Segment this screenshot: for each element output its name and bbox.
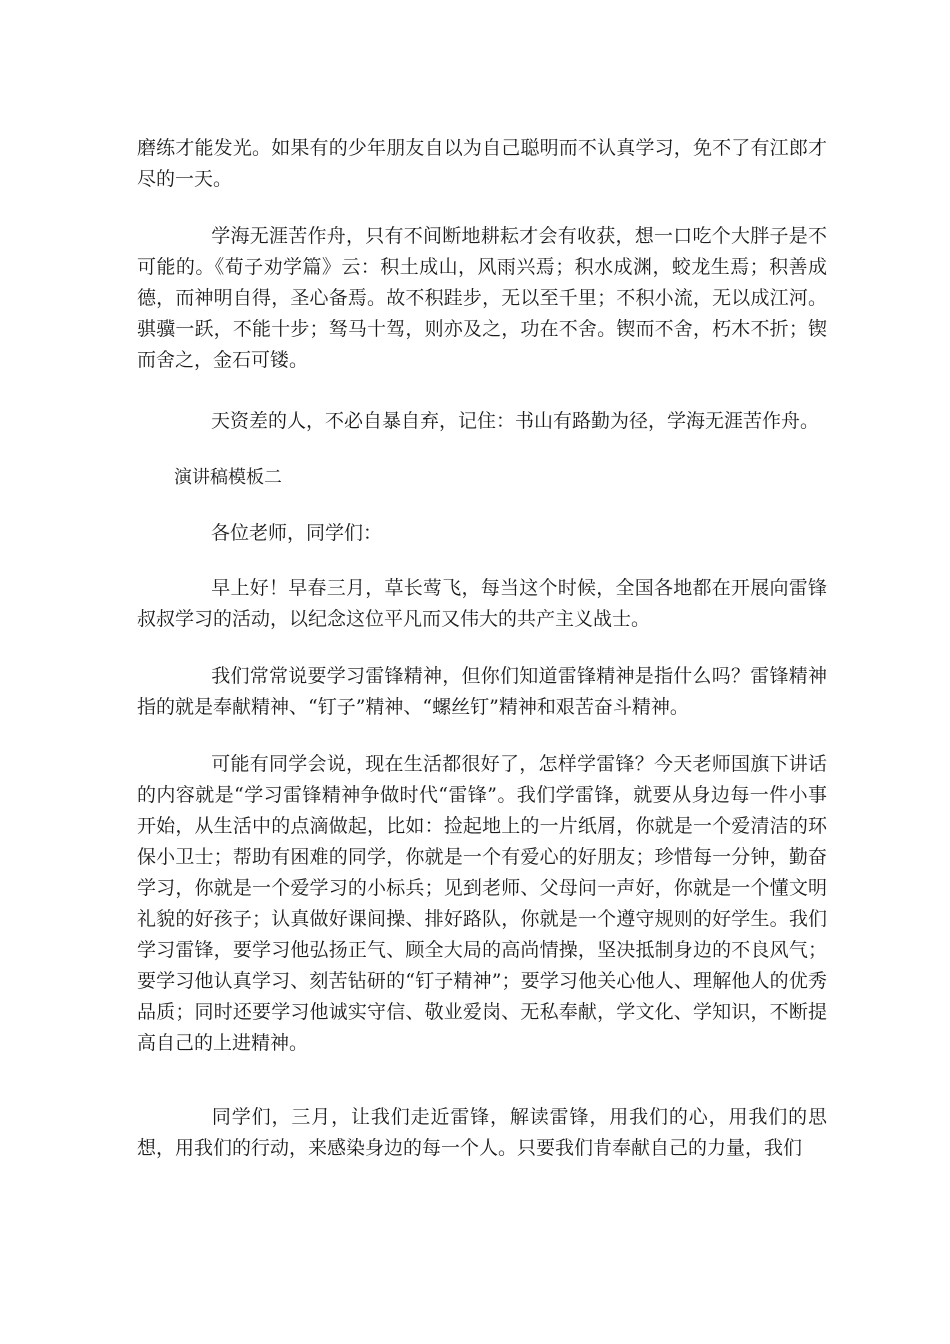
paragraph-5: 我们常常说要学习雷锋精神，但你们知道雷锋精神是指什么吗？雷锋精神指的就是奉献精神、“钉子”精神、“螺丝钉”精神和艰苦奋斗精神。 xyxy=(137,665,827,718)
paragraph-3: 天资差的人，不必自暴自弃，记住：书山有路勤为径，学海无涯苦作舟。 xyxy=(211,410,820,432)
paragraph-7: 同学们，三月，让我们走近雷锋，解读雷锋，用我们的心，用我们的思想，用我们的行动，来感染身边的每一个人。只要我们肯奉献自己的力量，我们 xyxy=(137,1106,827,1159)
section-heading: 演讲稿模板二 xyxy=(174,467,282,488)
paragraph-greeting: 各位老师，同学们： xyxy=(211,522,383,544)
paragraph-1: 磨练才能发光。如果有的少年朋友自以为自己聪明而不认真学习，免不了有江郎才尽的一天。 xyxy=(137,137,827,190)
paragraph-2: 学海无涯苦作舟，只有不间断地耕耘才会有收获，想一口吃个大胖子是不可能的。《荀子劝学篇》云：积土成山，风雨兴焉；积水成渊，蛟龙生焉；积善成德，而神明自得，圣心备焉。故不积跬步，无以至千里；不积小流，无以成江河。骐骥一跃，不能十步；驽马十驾，则亦及之，功在不舍。锲而不舍，朽木不折；锲而舍之，金石可镂。 xyxy=(137,225,827,371)
paragraph-6: 可能有同学会说，现在生活都很好了，怎样学雷锋？今天老师国旗下讲话的内容就是“学习雷锋精神争做时代“雷锋”。我们学雷锋，就要从身边每一件小事开始，从生活中的点滴做起，比如：捡起地上的一片纸屑，你就是一个爱清洁的环保小卫士；帮助有困难的同学，你就是一个有爱心的好朋友；珍惜每一分钟，勤奋学习，你就是一个爱学习的小标兵；见到老师、父母问一声好，你就是一个懂文明礼貌的好孩子；认真做好课间操、排好路队，你就是一个遵守规则的好学生。我们学习雷锋，要学习他弘扬正气、顾全大局的高尚情操，坚决抵制身边的不良风气；要学习他认真学习、刻苦钻研的“钉子精神”；要学习他关心他人、理解他人的优秀品质；同时还要学习他诚实守信、敬业爱岗、无私奉献，学文化、学知识，不断提高自己的上进精神。 xyxy=(137,753,827,1054)
paragraph-4: 早上好！早春三月，草长莺飞，每当这个时候，全国各地都在开展向雷锋叔叔学习的活动，以纪念这位平凡而又伟大的共产主义战士。 xyxy=(137,577,827,630)
